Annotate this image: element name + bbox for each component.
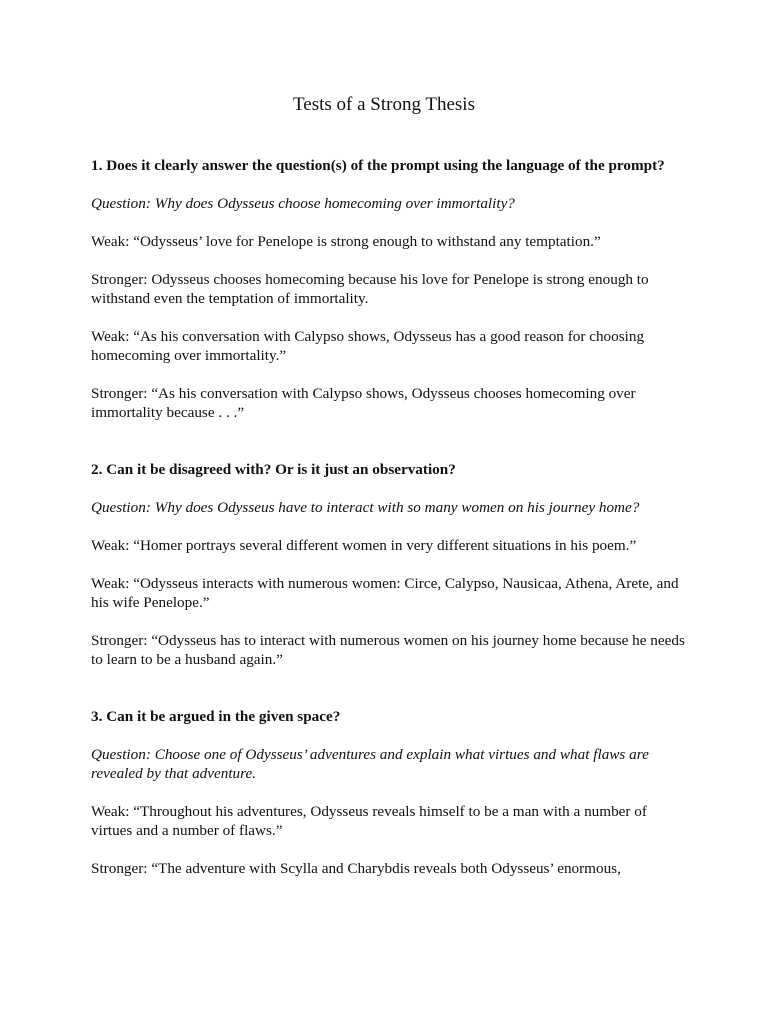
document-title: Tests of a Strong Thesis	[293, 94, 475, 115]
section-2-example-1: Weak: “Homer portrays several different women in very different situations in his poem.”	[91, 537, 637, 554]
section-2-heading: 2. Can it be disagreed with? Or is it just an observation?	[91, 461, 456, 478]
section-2-question: Question: Why does Odysseus have to interact with so many women on his journey home?	[91, 499, 640, 516]
section-1-heading: 1. Does it clearly answer the question(s) of the prompt using the language of the prompt?	[91, 157, 665, 174]
section-3-example-2: Stronger: “The adventure with Scylla and Charybdis reveals both Odysseus’ enormous,	[91, 860, 621, 877]
section-3-heading: 3. Can it be argued in the given space?	[91, 708, 341, 725]
section-1-example-2: Stronger: Odysseus chooses homecoming because his love for Penelope is strong enough to withstand even the temptation of immortality.	[91, 271, 649, 307]
document-body	[91, 156, 691, 878]
section-2-example-2: Weak: “Odysseus interacts with numerous women: Circe, Calypso, Nausicaa, Athena, Arete, and his wife Penelope.”	[91, 575, 679, 611]
section-1-example-4: Stronger: “As his conversation with Calypso shows, Odysseus chooses homecoming over immortality because . . .”	[91, 385, 636, 421]
section-1-example-1: Weak: “Odysseus’ love for Penelope is strong enough to withstand any temptation.”	[91, 233, 601, 250]
section-1-example-3: Weak: “As his conversation with Calypso shows, Odysseus has a good reason for choosing homecoming over immortality.”	[91, 328, 645, 364]
section-3-example-1: Weak: “Throughout his adventures, Odysseus reveals himself to be a man with a number of virtues and a number of flaws.”	[91, 803, 647, 839]
section-1-question: Question: Why does Odysseus choose homecoming over immortality?	[91, 195, 515, 212]
section-3-question: Question: Choose one of Odysseus’ adventures and explain what virtues and what flaws are revealed by that adventure.	[91, 746, 649, 782]
section-2-example-3: Stronger: “Odysseus has to interact with numerous women on his journey home because he needs to learn to be a husband again.”	[91, 632, 685, 668]
